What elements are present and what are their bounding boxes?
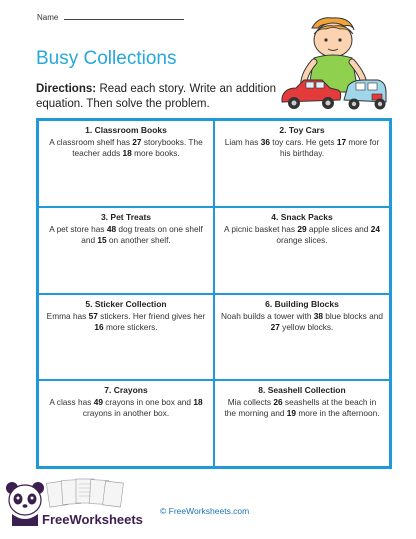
- name-line: [64, 12, 184, 20]
- boy-playing-cars-illustration: [278, 14, 390, 118]
- problem-card: [214, 207, 390, 294]
- problem-text: Noah builds a tower with 38 blue blocks and 27 yellow blocks.: [221, 310, 383, 332]
- problem-title: 4. Snack Packs: [271, 211, 333, 222]
- worksheet-title: Busy Collections: [36, 48, 177, 69]
- problem-card: [38, 207, 214, 294]
- problem-text: Emma has 57 stickers. Her friend gives her 16 more stickers.: [46, 310, 206, 332]
- freeworksheets-logo: [4, 474, 154, 538]
- problem-title: 8. Seashell Collection: [258, 385, 346, 396]
- problem-title: 6. Building Blocks: [265, 298, 339, 309]
- svg-text:FreeWorksheets: FreeWorksheets: [42, 512, 143, 527]
- problem-card: [38, 294, 214, 381]
- problem-card: [214, 380, 390, 467]
- problem-card: [214, 120, 390, 207]
- problem-title: 3. Pet Treats: [100, 211, 152, 222]
- problem-title: 5. Sticker Collection: [85, 298, 167, 309]
- problem-text: Mia collects 26 seashells at the beach in the morning and 19 more in the afternoon.: [224, 397, 380, 419]
- problem-text: A pet store has 48 dog treats on one shelf and 15 on another shelf.: [49, 223, 203, 245]
- problem-card: [214, 294, 390, 381]
- problem-text: Liam has 36 toy cars. He gets 17 more for his birthday.: [224, 137, 380, 158]
- problem-title: 7. Crayons: [104, 385, 148, 396]
- problem-text: A classroom shelf has 27 storybooks. The teacher adds 18 more books.: [49, 137, 203, 158]
- problem-text: A class has 49 crayons in one box and 18 crayons in another box.: [49, 397, 203, 419]
- problem-card: [38, 120, 214, 207]
- problem-title: 2. Toy Cars: [279, 125, 325, 135]
- problem-text: A picnic basket has 29 apple slices and 24 orange slices.: [224, 223, 380, 245]
- problem-title: 1. Classroom Books: [85, 125, 167, 135]
- name-label: Name: [37, 13, 59, 22]
- name-field-row: [37, 12, 184, 22]
- problem-card: [38, 380, 214, 467]
- directions-text: Read each story. Write an addition equation. Then solve the problem.: [36, 83, 276, 110]
- problems-grid: [36, 118, 392, 469]
- directions-label: Directions:: [36, 83, 97, 95]
- directions: [36, 82, 276, 112]
- website-link[interactable]: © FreeWorksheets.com: [160, 506, 250, 516]
